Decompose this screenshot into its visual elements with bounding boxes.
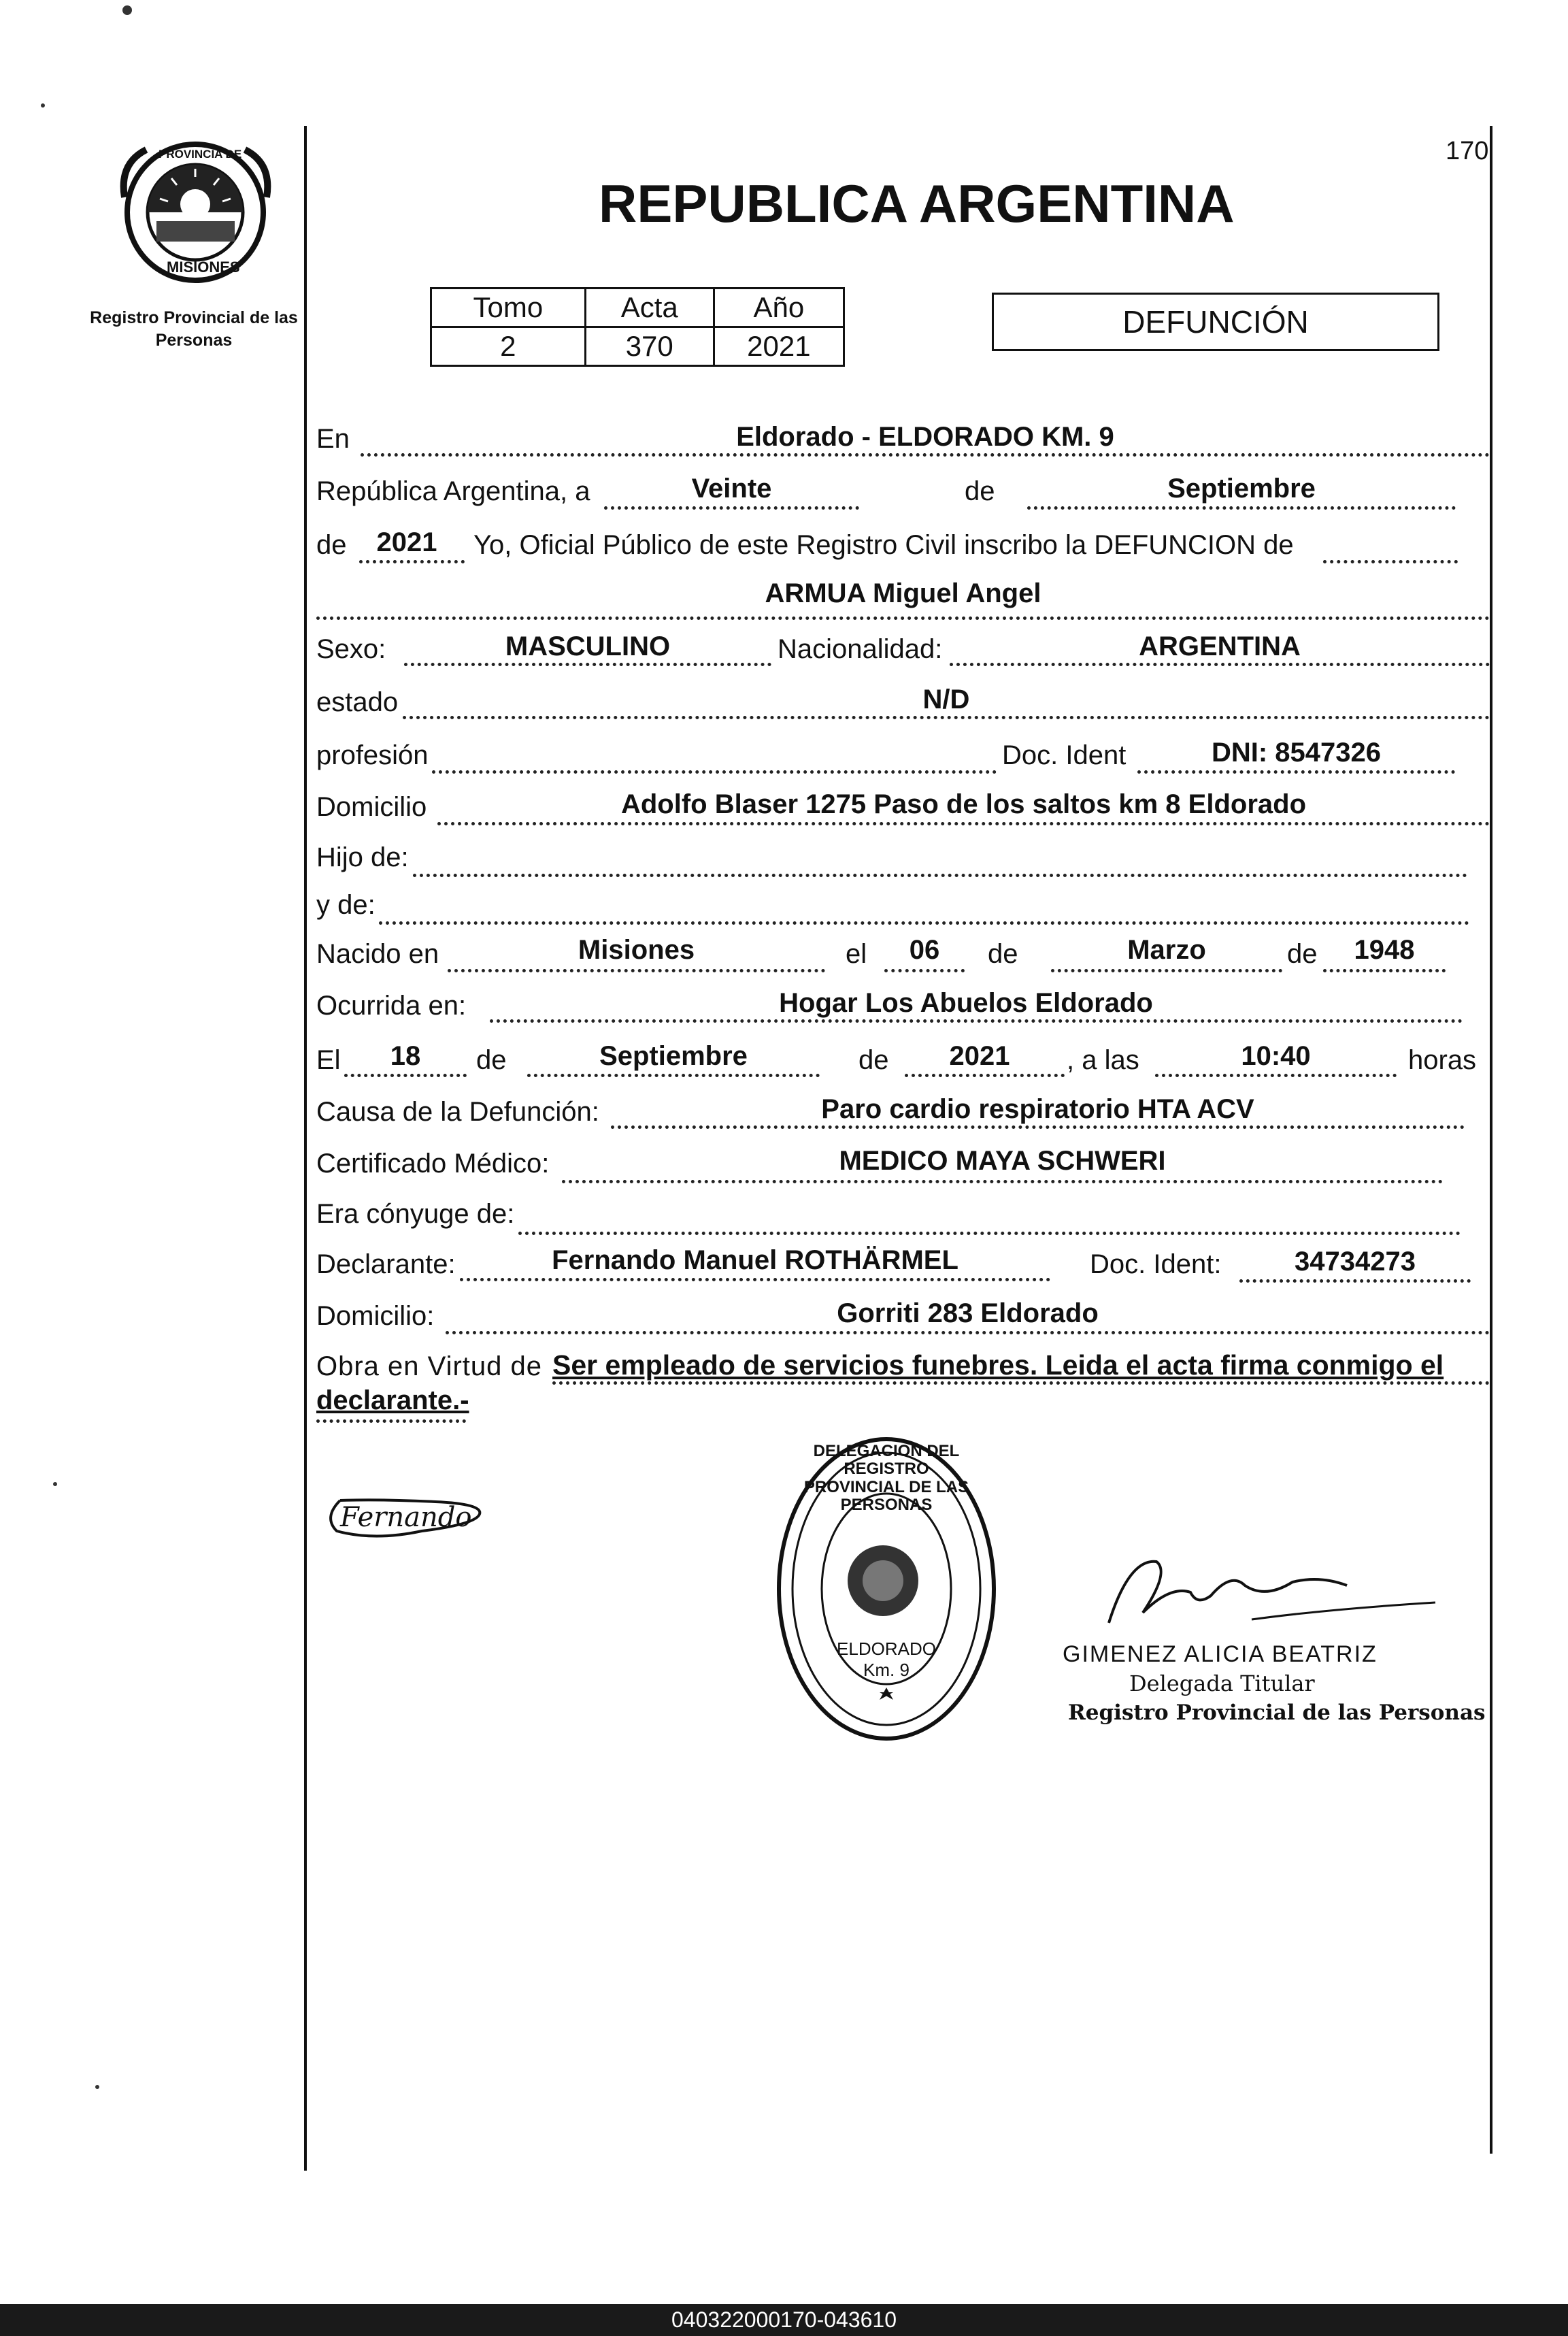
ocurrida-value: Hogar Los Abuelos Eldorado xyxy=(779,988,1153,1018)
birth-de2-label: de xyxy=(1287,939,1318,969)
record-type-box xyxy=(992,293,1439,351)
death-time-value: 10:40 xyxy=(1241,1041,1311,1071)
deceased-name: ARMUA Miguel Angel xyxy=(765,578,1041,608)
de-year-label: de xyxy=(316,530,347,560)
sexo-label: Sexo: xyxy=(316,634,386,664)
seal-top-text: PROVINCIA DE xyxy=(159,148,242,161)
scan-speck xyxy=(122,5,132,15)
nacionalidad-value: ARGENTINA xyxy=(1139,631,1301,661)
day-words-value: Veinte xyxy=(691,474,772,504)
birth-month-value: Marzo xyxy=(1127,935,1206,965)
el2-label: El xyxy=(316,1045,341,1075)
month-value: Septiembre xyxy=(1167,474,1316,504)
birth-year-value: 1948 xyxy=(1354,935,1415,965)
decl-domicilio-label: Domicilio: xyxy=(316,1301,435,1331)
official-title: Delegada Titular xyxy=(1129,1671,1315,1696)
certificado-value: MEDICO MAYA SCHWERI xyxy=(839,1146,1166,1176)
barcode-text: 040322000170-043610 xyxy=(671,2307,897,2332)
horas-label: horas xyxy=(1408,1045,1477,1075)
birth-day-value: 06 xyxy=(909,935,940,965)
certificado-label: Certificado Médico: xyxy=(316,1149,550,1179)
declarant-signature xyxy=(320,1487,490,1548)
obra-value-line2: declarante.- xyxy=(316,1385,469,1415)
scan-speck xyxy=(53,1482,57,1486)
conyuge-field-line xyxy=(518,1200,1461,1235)
doc-ident-value: DNI: 8547326 xyxy=(1211,738,1382,768)
decl-doc-value: 34734273 xyxy=(1295,1247,1416,1277)
decl-doc-label: Doc. Ident: xyxy=(1090,1249,1222,1279)
obra-value-line1: Ser empleado de servicios funebres. Leida el acta firma conmigo el xyxy=(552,1349,1444,1381)
obra-label: Obra en Virtud de xyxy=(316,1351,543,1381)
en-value: Eldorado - ELDORADO KM. 9 xyxy=(736,422,1114,452)
causa-value: Paro cardio respiratorio HTA ACV xyxy=(821,1094,1254,1124)
officer-statement: Yo, Oficial Público de este Registro Civil inscribo la DEFUNCION de xyxy=(473,530,1294,560)
doc-ident-label: Doc. Ident xyxy=(1002,740,1127,770)
scan-speck xyxy=(41,103,45,108)
stamp-text: DELEGACION DEL REGISTRO PROVINCIAL DE LAS PERSONAS xyxy=(803,1442,969,1515)
domicilio-label: Domicilio xyxy=(316,792,427,822)
ocurrida-label: Ocurrida en: xyxy=(316,991,467,1021)
y-de-field-line xyxy=(379,890,1469,925)
table-value-acta: 370 xyxy=(585,327,714,366)
hijo-de-label: Hijo de: xyxy=(316,842,409,872)
el-label: el xyxy=(846,939,867,969)
estado-label: estado xyxy=(316,687,399,717)
right-margin-rule xyxy=(1490,126,1492,2154)
official-name: GIMENEZ ALICIA BEATRIZ xyxy=(1063,1641,1378,1667)
table-header-tomo: Tomo xyxy=(431,289,586,327)
birth-de1-label: de xyxy=(988,939,1018,969)
province-seal xyxy=(119,136,272,289)
nacido-en-value: Misiones xyxy=(578,935,695,965)
y-de-label: y de: xyxy=(316,890,376,920)
nacido-en-label: Nacido en xyxy=(316,939,439,969)
declarante-label: Declarante: xyxy=(316,1249,456,1279)
de-label: de xyxy=(965,476,995,506)
table-header-anio: Año xyxy=(714,289,844,327)
death-de2-label: de xyxy=(858,1045,889,1075)
death-month-value: Septiembre xyxy=(599,1041,748,1071)
causa-label: Causa de la Defunción: xyxy=(316,1097,599,1127)
volume-table xyxy=(430,287,845,367)
footer-strip xyxy=(0,2304,1568,2336)
registry-label: Registro Provincial de las Personas xyxy=(90,308,298,350)
year-value: 2021 xyxy=(376,527,437,557)
scan-speck xyxy=(95,2085,99,2089)
en-label: En xyxy=(316,424,350,454)
death-year-value: 2021 xyxy=(949,1041,1010,1071)
conyuge-label: Era cónyuge de: xyxy=(316,1199,515,1229)
page-number: 170 xyxy=(1446,137,1489,165)
declarant-signature-text: Fernando xyxy=(340,1502,472,1533)
official-signature xyxy=(1088,1545,1442,1640)
table-value-tomo: 2 xyxy=(431,327,586,366)
official-registry: Registro Provincial de las Personas xyxy=(1068,1700,1486,1725)
seal-bottom-text: MISIONES xyxy=(167,259,240,276)
stamp-inner-text: ELDORADO Km. 9 xyxy=(837,1639,936,1680)
record-type: DEFUNCIÓN xyxy=(1122,304,1309,340)
death-day-value: 18 xyxy=(390,1041,421,1071)
document-title: REPUBLICA ARGENTINA xyxy=(599,174,1235,233)
profesion-label: profesión xyxy=(316,740,429,770)
decl-domicilio-value: Gorriti 283 Eldorado xyxy=(837,1298,1099,1328)
death-de1-label: de xyxy=(476,1045,507,1075)
table-header-acta: Acta xyxy=(585,289,714,327)
a-las-label: , a las xyxy=(1067,1045,1139,1075)
left-margin-rule xyxy=(304,126,307,2171)
profesion-field-line xyxy=(432,739,997,774)
nacionalidad-label: Nacionalidad: xyxy=(778,634,943,664)
estado-value: N/D xyxy=(922,685,970,714)
hijo-de-field-line xyxy=(413,842,1467,877)
sexo-value: MASCULINO xyxy=(505,631,671,661)
domicilio-value: Adolfo Blaser 1275 Paso de los saltos km 8 Eldorado xyxy=(620,789,1306,819)
table-value-anio: 2021 xyxy=(714,327,844,366)
declarante-value: Fernando Manuel ROTHÄRMEL xyxy=(552,1245,958,1275)
official-stamp xyxy=(774,1434,999,1744)
official-signature-mark xyxy=(1088,1545,1442,1640)
republica-label: República Argentina, a xyxy=(316,476,590,506)
statement-field-line xyxy=(1323,529,1458,563)
